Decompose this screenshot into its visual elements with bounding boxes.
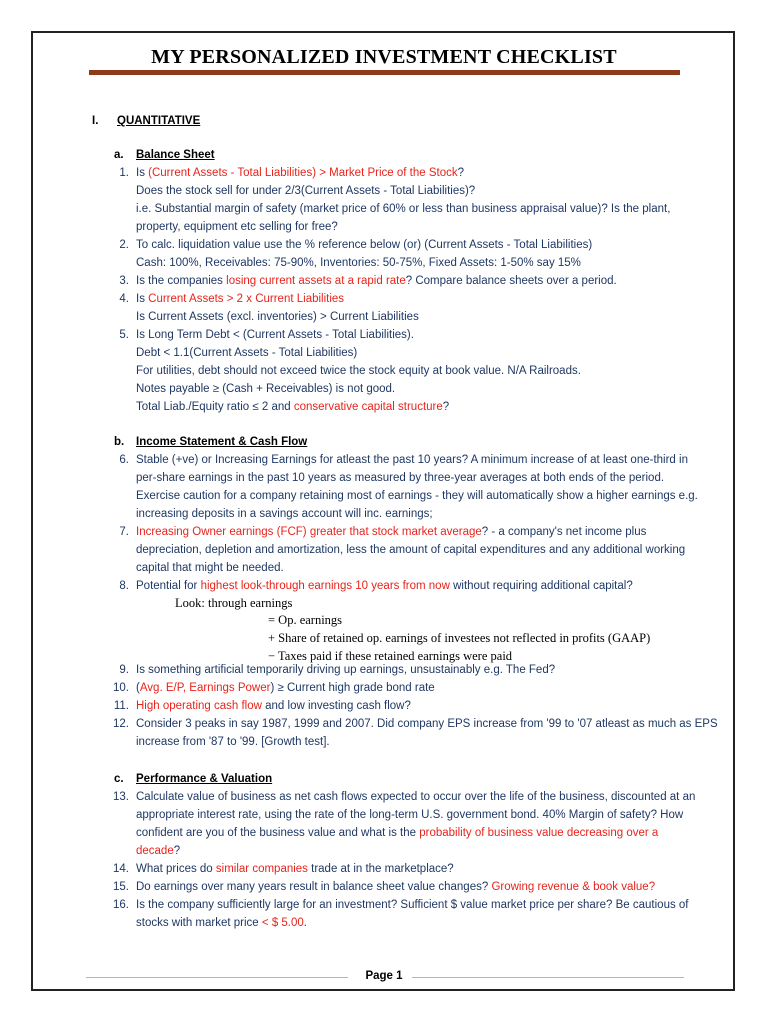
body-text: To calc. liquidation value use the % reference below (or) (Current Assets - Total Liabilities) [136,239,593,251]
highlight-text: High operating cash flow [136,700,262,712]
body-text: confident are you of the business value and what is the [136,827,420,839]
item-number: 8. [119,580,129,592]
item-number: 6. [119,454,129,466]
body-text: ? [173,845,181,857]
item-number: 14. [113,863,129,875]
title-rule [89,70,680,75]
item-line [136,398,449,416]
highlight-text: highest look-through earnings 10 years from now [200,580,450,592]
body-text: Does the stock sell for under 2/3(Current Assets - Total Liabilities)? [136,185,476,197]
item-line [136,236,592,254]
highlight-text: conservative capital structure [293,401,443,413]
item-number: 12. [113,718,129,730]
highlight-text: losing current assets at a rapid rate [226,275,406,287]
item-line [136,842,180,860]
item-line [136,451,688,469]
body-text: stocks with market price [136,917,262,929]
section-number: I. [92,115,99,127]
body-text: Is Long Term Debt < (Current Assets - Total Liabilities). [136,329,414,341]
body-text: Debt < 1.1(Current Assets - Total Liabilities) [136,347,358,359]
page-title: MY PERSONALIZED INVESTMENT CHECKLIST [151,46,617,68]
item-line [136,344,357,362]
item-line [136,733,330,751]
highlight-text: decade [136,845,174,857]
item-line [136,326,414,344]
item-number: 15. [113,881,129,893]
item-line [136,505,433,523]
item-line [136,541,685,559]
formula-line: + Share of retained op. earnings of investees not reflected in profits (GAAP) [268,631,651,645]
body-text: Is [136,293,149,305]
item-line [136,788,695,806]
body-text: ) ≥ Current high grade bond rate [270,682,435,694]
body-text: Is the company sufficiently large for an investment? Sufficient $ value market price per share? Be cautious of [136,899,689,911]
body-text: Stable (+ve) or Increasing Earnings for atleast the past 10 years? A minimum increase of at least one-third in [136,454,688,466]
item-line [136,559,284,577]
body-text: Calculate value of business as net cash flows expected to occur over the life of the business, discounted at an [136,791,696,803]
item-number: 5. [119,329,129,341]
item-line [136,254,581,272]
item-line [136,164,464,182]
body-text: Do earnings over many years result in balance sheet value changes? [136,881,492,893]
item-line [136,715,718,733]
subsection-letter: b. [114,436,125,448]
highlight-text: probability of business value decreasing over a [419,827,659,839]
body-text: ( [136,682,140,694]
item-line [136,679,435,697]
body-text: Cash: 100%, Receivables: 75-90%, Inventories: 50-75%, Fixed Assets: 1-50% say 15% [136,257,581,269]
item-line [136,182,475,200]
body-text: appropriate interest rate, using the rate of the long-term U.S. government bond. 40% Margin of safety? How [136,809,684,821]
formula-line: − Taxes paid if these retained earnings were paid [268,649,513,663]
body-text: Is the companies [136,275,227,287]
body-text: without requiring additional capital? [449,580,633,592]
item-line [136,272,617,290]
highlight-text: Growing revenue & book value? [491,881,656,893]
body-text: Is Current Assets (excl. inventories) > Current Liabilities [136,311,419,323]
item-line [136,362,581,380]
body-text: Notes payable ≥ (Cash + Receivables) is not good. [136,383,396,395]
item-line [136,290,344,308]
item-line [136,878,655,896]
highlight-text: Increasing Owner earnings (FCF) greater that stock market average [136,526,482,538]
subsection-heading: Income Statement & Cash Flow [136,436,308,448]
body-text: Is [136,167,149,179]
body-text: increasing deposits in a savings account will inc. earnings; [136,508,433,520]
item-line [136,200,670,218]
body-text: Exercise caution for a company retaining most of earnings - they will automatically show a higher earnings e.g. [136,490,698,502]
body-text: increase from '87 to '99. [Growth test]. [136,736,330,748]
body-text: ? Compare balance sheets over a period. [405,275,617,287]
item-line [136,380,395,398]
item-number: 16. [113,899,129,911]
item-line [136,896,689,914]
body-text: and low investing cash flow? [261,700,411,712]
formula-label: Look: through earnings [175,596,293,610]
item-line [136,308,419,326]
body-text: What prices do [136,863,216,875]
body-text: per-share earnings in the past 10 years as measured by three-year averages at both ends of the period. [136,472,665,484]
body-text: Is something artificial temporarily driving up earnings, unsustainably e.g. The Fed? [136,664,556,676]
body-text: Consider 3 peaks in say 1987, 1999 and 2007. Did company EPS increase from '99 to '07 atleast as much as EPS [136,718,718,730]
item-line [136,577,633,595]
item-line [136,824,658,842]
body-text: property, equipment etc selling for free? [136,221,338,233]
body-text: trade at in the marketplace? [307,863,454,875]
item-number: 13. [113,791,129,803]
body-text: capital that might be needed. [136,562,284,574]
body-text: ? [442,401,450,413]
item-number: 9. [119,664,129,676]
body-text: For utilities, debt should not exceed twice the stock equity at book value. N/A Railroads. [136,365,581,377]
body-text: depreciation, depletion and amortization, less the amount of capital expenditures and any additional working [136,544,686,556]
item-line [136,218,338,236]
section-heading: QUANTITATIVE [117,115,201,127]
body-text: i.e. Substantial margin of safety (market price of 60% or less than business appraisal value)? Is the plant, [136,203,671,215]
body-text: ? - a company's net income plus [481,526,647,538]
item-line [136,697,411,715]
item-number: 3. [119,275,129,287]
body-text: Potential for [136,580,201,592]
body-text: ? [457,167,464,179]
page-number: Page 1 [365,970,403,982]
item-number: 7. [119,526,129,538]
subsection-heading: Performance & Valuation [136,773,273,785]
formula-line: = Op. earnings [268,613,343,627]
item-line [136,914,307,932]
item-line [136,487,698,505]
subsection-letter: c. [114,773,124,785]
item-number: 2. [119,239,129,251]
item-number: 4. [119,293,129,305]
highlight-text: similar companies [215,863,308,875]
highlight-text: (Current Assets - Total Liabilities) > Market Price of the Stock [148,167,458,179]
body-text: . [303,917,307,929]
item-number: 10. [113,682,129,694]
highlight-text: Avg. E/P, Earnings Power [139,682,271,694]
item-line [136,860,454,878]
subsection-letter: a. [114,149,124,161]
item-line [136,523,646,541]
item-line [136,469,664,487]
highlight-text: Current Assets > 2 x Current Liabilities [148,293,345,305]
highlight-text: < $ 5.00 [261,917,304,929]
item-line [136,806,683,824]
subsection-heading: Balance Sheet [136,149,215,161]
item-number: 1. [119,167,129,179]
body-text: Total Liab./Equity ratio ≤ 2 and [136,401,294,413]
item-number: 11. [113,700,129,712]
